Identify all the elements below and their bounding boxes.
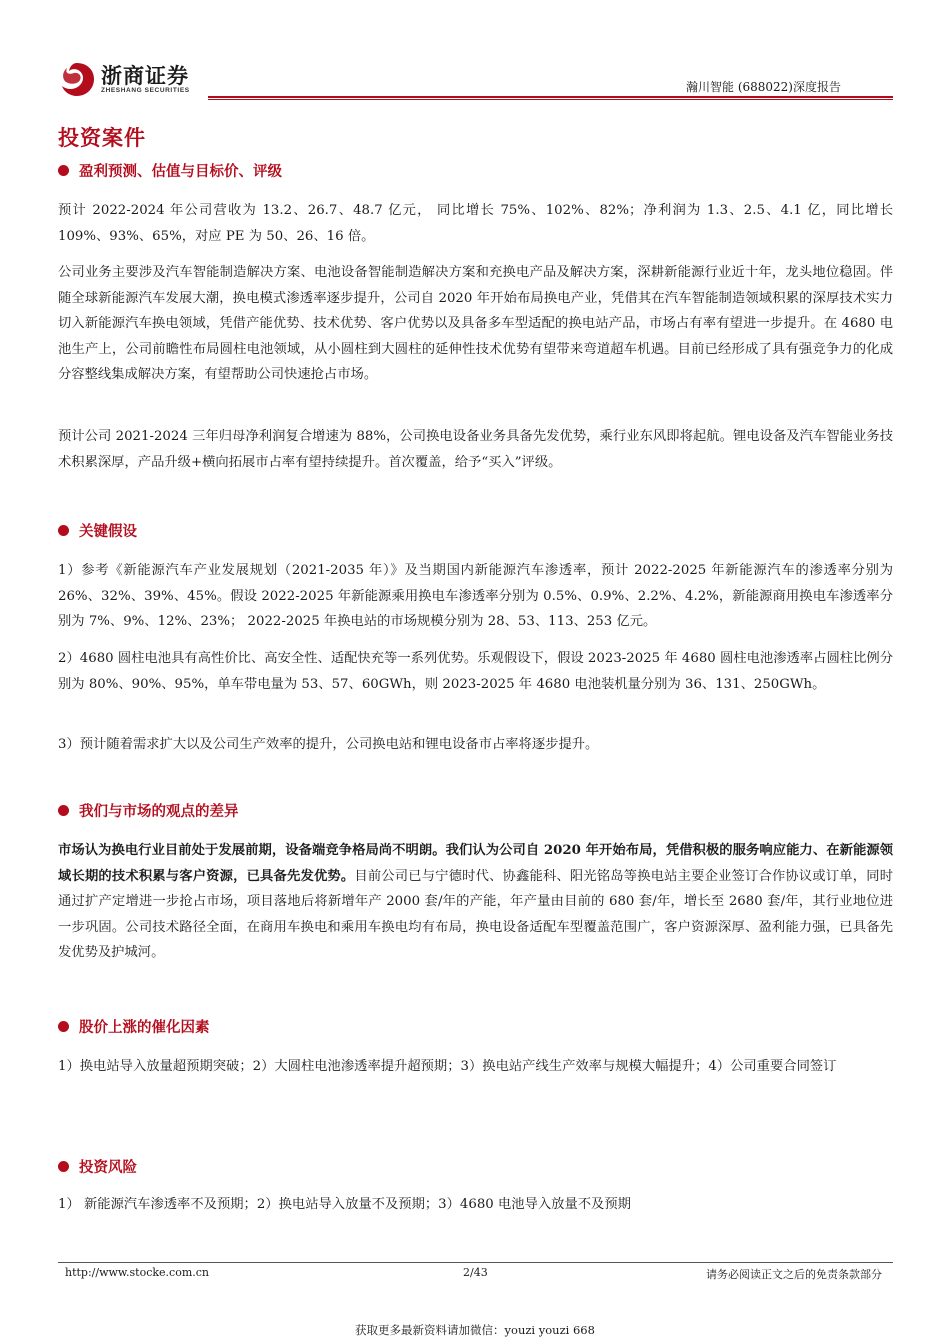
section-title-catalysts bbox=[58, 1016, 210, 1037]
difference-bold-text: 市场认为换电行业目前处于发展前期，设备端竞争格局尚不明朗。我们认为公司自 2020 年开始布局，凭借积极的服务响应能力、在新能源领域长期的技术积累与客户资源，已具备先发优势。 bbox=[58, 843, 893, 884]
catalysts-paragraph: 1）换电站导入放量超预期突破；2）大圆柱电池渗透率提升超预期；3）换电站产线生产效率与规模大幅提升；4）公司重要合同签订 bbox=[58, 1059, 837, 1074]
assumptions-paragraph-2: 2）4680 圆柱电池具有高性价比、高安全性、适配快充等一系列优势。乐观假设下，假设 2023-2025 年 4680 圆柱电池渗透率占圆柱比例分别为 80%、90%、95%，单车带电量为 53、57、60GWh，则 2023-2025 年 4680 电池装机量分别为 36、131、250GWh。 bbox=[58, 651, 893, 692]
difference-regular-text: 目前公司已与宁德时代、协鑫能科、阳光铭岛等换电站主要企业签订合作协议或订单，同时通过扩产定增进一步抢占市场，项目落地后将新增年产 2000 套/年的产能，年产量由目前的 680 套/年，增长至 2680 套/年，其行业地位进一步巩固。公司技术路径全面，在商用车换电和乘用车换电均有布局，换电设备适配车型覆盖范围广，客户资源深厚、盈利能力强，已具备先发优势及护城河。 bbox=[58, 868, 894, 960]
forecast-paragraph-2: 公司业务主要涉及汽车智能制造解决方案、电池设备智能制造解决方案和充换电产品及解决方案，深耕新能源行业近十年，龙头地位稳固。伴随全球新能源汽车发展大潮，换电模式渗透率逐步提升，公司自 2020 年开始布局换电产业，凭借其在汽车智能制造领域积累的深厚技术实力切入新能源汽车换电领域，凭借产能优势、技术优势、客户优势以及具备多车型适配的换电站产品，市场占有率有望进一步提升。在 4680 电池生产上，公司前瞻性布局圆柱电池领域，从小圆柱到大圆柱的延伸性技术优势有望带来弯道超车机遇。目前已经形成了具有强竞争力的化成分容整线集成解决方案，有望帮助公司快速抢占市场。 bbox=[58, 265, 893, 382]
section-title-assumptions bbox=[58, 520, 137, 541]
difference-paragraph bbox=[58, 838, 893, 966]
risks-paragraph: 1） 新能源汽车渗透率不及预期；2）换电站导入放量不及预期；3）4680 电池导入放量不及预期 bbox=[58, 1197, 631, 1212]
footer-watermark: 获取更多最新资料请加微信：youzi youzi 668 bbox=[355, 1323, 595, 1337]
section-title-text: 盈利预测、估值与目标价、评级 bbox=[79, 164, 282, 180]
zheshang-logo-icon bbox=[58, 60, 96, 98]
section-title-forecast bbox=[58, 160, 282, 181]
section-title-text: 关键假设 bbox=[79, 524, 137, 540]
bullet-dot-icon bbox=[58, 165, 69, 176]
forecast-paragraph-1: 预计 2022-2024 年公司营收为 13.2、26.7、48.7 亿元， 同比增长 75%、102%、82%；净利润为 1.3、2.5、4.1 亿，同比增长 109%、93%、65%，对应 PE 为 50、26、16 倍。 bbox=[58, 203, 893, 244]
footer-disclaimer-note: 请务必阅读正文之后的免责条款部分 bbox=[706, 1268, 882, 1281]
header-divider bbox=[208, 96, 893, 98]
footer-url-link[interactable]: http://www.stocke.com.cn bbox=[65, 1266, 209, 1279]
bullet-dot-icon bbox=[58, 1021, 69, 1032]
section-title-text: 我们与市场的观点的差异 bbox=[79, 804, 239, 820]
section-title-text: 投资风险 bbox=[79, 1160, 137, 1176]
section-title-risks bbox=[58, 1156, 137, 1177]
company-logo bbox=[58, 58, 203, 100]
logo-chinese-name: 浙商证券 bbox=[101, 64, 189, 88]
header-divider-thin bbox=[208, 99, 893, 100]
bullet-dot-icon bbox=[58, 525, 69, 536]
bullet-dot-icon bbox=[58, 1161, 69, 1172]
bullet-dot-icon bbox=[58, 805, 69, 816]
section-title-text: 股价上涨的催化因素 bbox=[79, 1020, 210, 1036]
footer-page-number: 2/43 bbox=[463, 1266, 488, 1279]
assumptions-paragraph-3: 3）预计随着需求扩大以及公司生产效率的提升，公司换电站和锂电设备市占率将逐步提升。 bbox=[58, 737, 599, 752]
forecast-paragraph-3: 预计公司 2021-2024 三年归母净利润复合增速为 88%，公司换电设备业务具备先发优势，乘行业东风即将起航。锂电设备及汽车智能业务技术积累深厚，产品升级+横向拓展市占率有望持续提升。首次覆盖，给予“买入”评级。 bbox=[58, 429, 893, 470]
footer-divider bbox=[58, 1262, 893, 1263]
page-title: 投资案件 bbox=[58, 126, 146, 150]
assumptions-paragraph-1: 1）参考《新能源汽车产业发展规划（2021-2035 年）》及当期国内新能源汽车渗透率，预计 2022-2025 年新能源汽车的渗透率分别为 26%、32%、39%、45%。假设 2022-2025 年新能源乘用换电车渗透率分别为 0.5%、0.9%、2.2%、4.2%，新能源商用换电车渗透率分别为 7%、9%、12%、23%； 2022-2025 年换电站的市场规模分别为 28、53、113、253 亿元。 bbox=[58, 563, 893, 629]
page-header bbox=[58, 58, 893, 102]
logo-english-name: ZHESHANG SECURITIES bbox=[101, 87, 190, 94]
section-title-difference bbox=[58, 800, 239, 821]
report-label: 瀚川智能 (688022)深度报告 bbox=[686, 80, 841, 94]
